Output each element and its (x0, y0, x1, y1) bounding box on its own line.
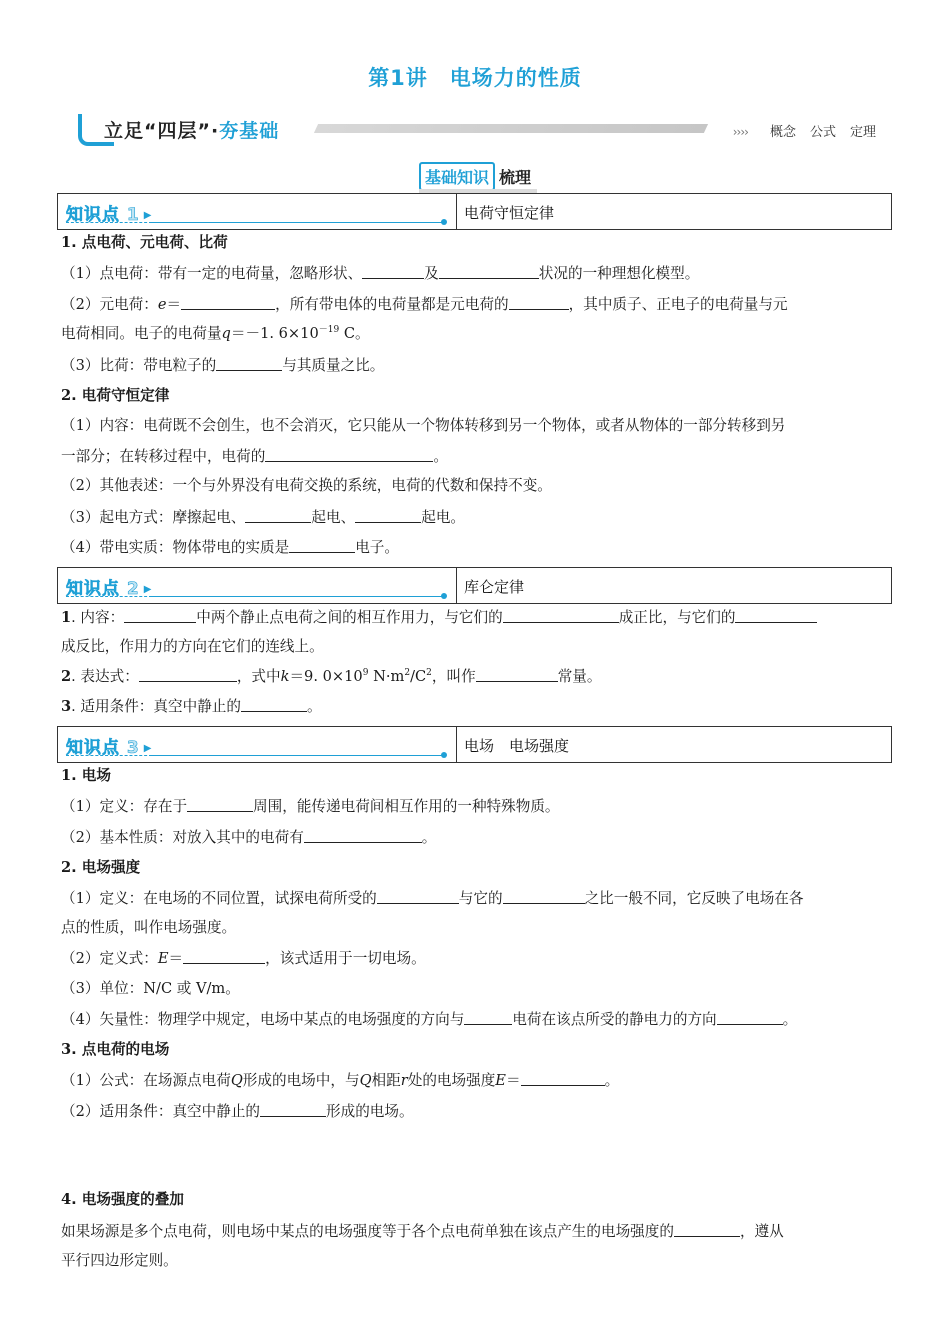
tag-formula: 公式 (809, 125, 836, 140)
kp1-line-5: （1）内容：电荷既不会创生，也不会消灭，它只能从一个物体转移到另一个物体，或者从物体的一部分转移到另 (61, 417, 786, 434)
kp1-line-1: （1）点电荷：带有一定的电荷量，忽略形状、 及 状况的一种理想化模型。 (61, 265, 700, 282)
blank[interactable] (521, 1070, 605, 1086)
kp2-badge: 知识点 2 ▶ (66, 579, 153, 599)
kp1-line-4: （3）比荷：带电粒子的 与其质量之比。 (61, 357, 385, 374)
kp3-line-11: 平行四边形定则。 (61, 1252, 178, 1269)
blank[interactable] (139, 666, 237, 682)
blank[interactable] (181, 294, 275, 310)
play-icon: ▶ (143, 743, 153, 754)
blank[interactable] (439, 263, 539, 279)
blank[interactable] (245, 507, 311, 523)
blank[interactable] (717, 1009, 783, 1025)
subhead-boxed: 基础知识 (419, 162, 495, 191)
kp1-line-9: （4）带电实质：物体带电的实质是 电子。 (61, 539, 399, 556)
knowledge-point-1-header (57, 193, 892, 230)
kp3-line-1: （1）定义：存在于 周围，能传递电荷间相互作用的一种特殊物质。 (61, 798, 560, 815)
tag-concept: 概念 (769, 125, 796, 140)
kp1-heading-2: 2. 电荷守恒定律 (61, 387, 170, 404)
knowledge-point-3-header (57, 726, 892, 763)
kp1-line-6: 一部分；在转移过程中，电荷的 。 (61, 448, 448, 465)
banner-tags (733, 121, 876, 140)
kp3-heading-3: 3. 点电荷的电场 (61, 1041, 170, 1058)
subhead-plain: 梳理 (499, 168, 532, 187)
kp1-badge: 知识点 1 ▶ (66, 205, 153, 225)
kp3-line-7: （4）矢量性：物理学中规定，电场中某点的电场强度的方向与 电荷在该点所受的静电力的方向 。 (61, 1011, 798, 1028)
kp3-line-2: （2）基本性质：对放入其中的电荷有 。 (61, 829, 437, 846)
chevrons-icon: ›››› (732, 125, 748, 139)
blank[interactable] (377, 888, 459, 904)
lecture-title: 第1讲 电场力的性质 (368, 66, 582, 90)
kp3-heading-4: 4. 电场强度的叠加 (61, 1191, 184, 1208)
blank[interactable] (503, 888, 585, 904)
blank[interactable] (216, 355, 282, 371)
kp3-line-3: （1）定义：在电场的不同位置，试探电荷所受的 与它的 之比一般不同，它反映了电场在各 (61, 890, 804, 907)
blank[interactable] (735, 607, 817, 623)
subsection-heading (0, 162, 950, 191)
blank[interactable] (241, 696, 307, 712)
blank[interactable] (183, 948, 265, 964)
kp2-line-1: 1. 内容： 中两个静止点电荷之间的相互作用力，与它们的 成正比，与它们的 (61, 607, 817, 628)
kp2-line-4: 3. 适用条件：真空中静止的 。 (61, 698, 322, 715)
kp1-topic: 电荷守恒定律 (464, 204, 555, 222)
blank[interactable] (355, 507, 421, 523)
play-icon: ▶ (143, 584, 153, 595)
blank[interactable] (124, 607, 196, 623)
blank[interactable] (187, 796, 253, 812)
knowledge-point-2-header (57, 567, 892, 604)
kp2-line-2: 成反比，作用力的方向在它们的连线上。 (61, 638, 324, 655)
kp3-heading-2: 2. 电场强度 (61, 859, 141, 876)
blank[interactable] (265, 446, 433, 462)
kp1-line-2: （2）元电荷：e＝ ，所有带电体的电荷量都是元电荷的 ，其中质子、正电子的电荷量与元 (61, 296, 788, 313)
kp1-line-7: （2）其他表述：一个与外界没有电荷交换的系统，电荷的代数和保持不变。 (61, 477, 552, 494)
kp1-heading-1: 1. 点电荷、元电荷、比荷 (61, 234, 228, 251)
kp3-line-9: （2）适用条件：真空中静止的 形成的电场。 (61, 1103, 414, 1120)
kp2-line-3: 2. 表达式： ，式中k＝9. $0\times 10^9$ $N\cdot m^2/C^2$，叫作 常量。 (61, 668, 602, 685)
blank[interactable] (464, 1009, 512, 1025)
section-banner (76, 112, 896, 148)
play-icon: ▶ (143, 210, 153, 221)
blank[interactable] (509, 294, 569, 310)
kp3-line-6: （3）单位：N/C 或 V/m。 (61, 980, 240, 997)
kp1-line-3: 电荷相同。电子的电荷量q＝－1. $6\times 10^{-19}$ C。 (61, 325, 370, 342)
kp2-topic: 库仑定律 (464, 578, 525, 596)
blank[interactable] (674, 1221, 740, 1237)
kp1-line-8: （3）起电方式：摩擦起电、 起电、 起电。 (61, 509, 466, 526)
tag-theorem: 定理 (849, 125, 876, 140)
kp3-topic: 电场 电场强度 (464, 737, 570, 755)
kp3-badge: 知识点 3 ▶ (66, 738, 153, 758)
kp3-heading-1: 1. 电场 (61, 767, 111, 784)
blank[interactable] (476, 666, 558, 682)
banner-bar (314, 124, 708, 133)
kp3-line-10: 如果场源是多个点电荷，则电场中某点的电场强度等于各个点电荷单独在该点产生的电场强度的 ，遵从 (61, 1223, 784, 1240)
kp3-line-5: （2）定义式：E＝ ，该式适用于一切电场。 (61, 950, 426, 967)
banner-title: 立足“四层”·夯基础 (104, 120, 280, 142)
blank[interactable] (362, 263, 424, 279)
kp3-line-4: 点的性质，叫作电场强度。 (61, 919, 237, 936)
blank[interactable] (260, 1101, 326, 1117)
kp3-line-8: （1）公式：在场源点电荷Q形成的电场中，与Q相距r处的电场强度E＝ 。 (61, 1072, 620, 1089)
blank[interactable] (503, 607, 619, 623)
blank[interactable] (289, 537, 355, 553)
blank[interactable] (304, 827, 422, 843)
